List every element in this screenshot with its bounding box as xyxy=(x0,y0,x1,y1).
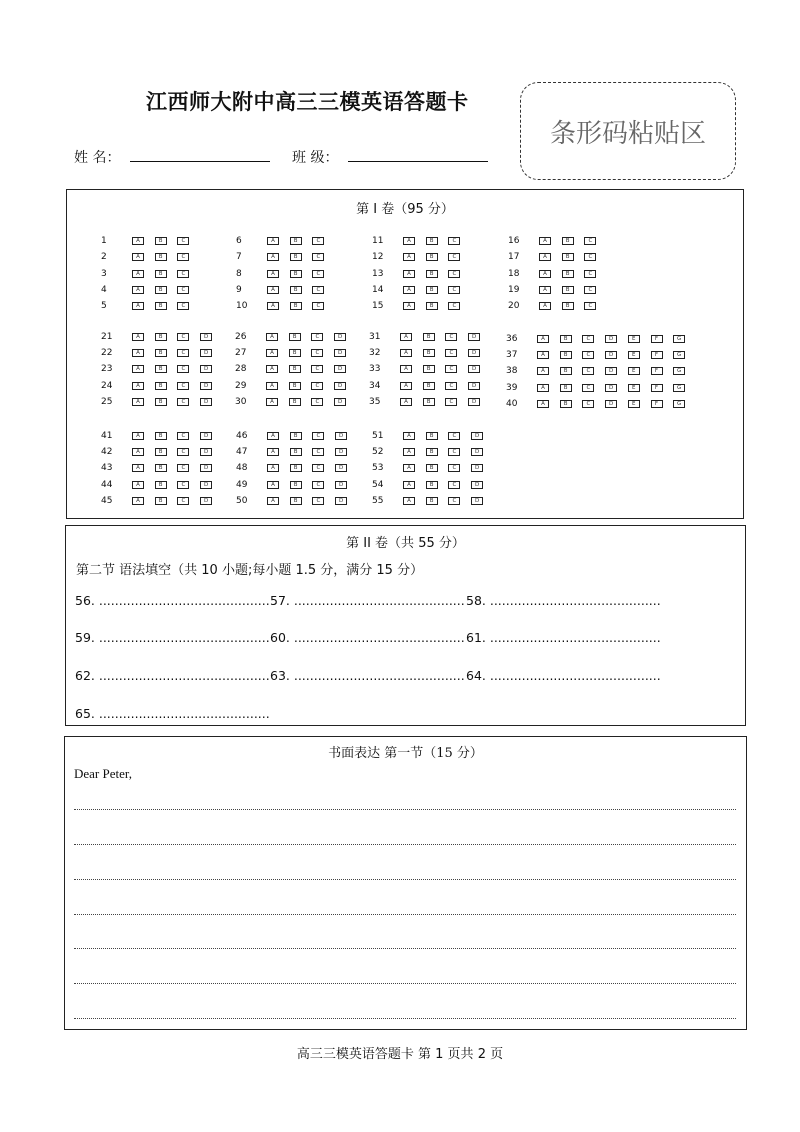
answer-bubble[interactable]: D xyxy=(200,398,212,406)
answer-bubble[interactable]: F xyxy=(651,384,663,392)
answer-bubble[interactable]: C xyxy=(448,237,460,245)
answer-bubble[interactable]: D xyxy=(335,464,347,472)
question-number: 54 xyxy=(372,479,384,490)
answer-bubble[interactable]: A xyxy=(132,237,144,245)
question-number: 35 xyxy=(369,396,381,407)
answer-bubble[interactable]: B xyxy=(426,448,438,456)
answer-bubble[interactable]: D xyxy=(335,481,347,489)
question-number: 2 xyxy=(101,252,107,263)
answer-bubble[interactable]: C xyxy=(584,286,596,294)
answer-bubble[interactable]: C xyxy=(312,481,324,489)
answer-bubble[interactable]: D xyxy=(200,432,212,440)
question-number: 8 xyxy=(236,268,242,279)
answer-bubble[interactable]: A xyxy=(539,302,551,310)
answer-bubble[interactable]: A xyxy=(132,286,144,294)
question-number: 24 xyxy=(101,380,113,391)
blank-58[interactable]: 58. ........................................... xyxy=(466,593,661,608)
answer-bubble[interactable]: B xyxy=(289,349,301,357)
answer-bubble[interactable]: G xyxy=(673,400,685,408)
question-number: 3 xyxy=(101,268,107,279)
answer-bubble[interactable]: B xyxy=(562,286,574,294)
answer-bubble[interactable]: B xyxy=(290,432,302,440)
answer-bubble[interactable]: A xyxy=(537,367,549,375)
answer-bubble[interactable]: A xyxy=(400,365,412,373)
answer-bubble[interactable]: C xyxy=(311,382,323,390)
answer-bubble[interactable]: C xyxy=(177,398,189,406)
question-number: 16 xyxy=(508,236,520,246)
answer-bubble[interactable]: B xyxy=(290,448,302,456)
answer-bubble[interactable]: B xyxy=(155,481,167,489)
answer-bubble[interactable]: C xyxy=(177,253,189,261)
question-number: 31 xyxy=(369,332,381,342)
question-number: 52 xyxy=(372,447,384,458)
question-number: 42 xyxy=(101,447,113,458)
answer-bubble[interactable]: A xyxy=(267,270,279,278)
answer-bubble[interactable]: B xyxy=(426,237,438,245)
answer-bubble[interactable]: D xyxy=(335,448,347,456)
answer-bubble[interactable]: D xyxy=(200,481,212,489)
class-label: 班 级： xyxy=(292,150,339,166)
barcode-label: 条形码粘贴区 xyxy=(549,118,706,149)
answer-bubble[interactable]: A xyxy=(403,464,415,472)
part2-title: 第 II 卷（共 55 分） xyxy=(346,536,465,551)
answer-bubble[interactable]: C xyxy=(177,481,189,489)
answer-bubble[interactable]: E xyxy=(628,367,640,375)
answer-bubble[interactable]: B xyxy=(290,270,302,278)
answer-bubble[interactable]: C xyxy=(584,237,596,245)
answer-bubble[interactable]: B xyxy=(290,497,302,505)
blank-62[interactable]: 62. ........................................... xyxy=(75,668,270,683)
question-number: 39 xyxy=(506,382,518,393)
answer-bubble[interactable]: B xyxy=(155,432,167,440)
answer-bubble[interactable]: A xyxy=(403,286,415,294)
answer-bubble[interactable]: A xyxy=(267,481,279,489)
answer-bubble[interactable]: A xyxy=(537,400,549,408)
answer-bubble[interactable]: C xyxy=(445,333,457,341)
blank-60[interactable]: 60. ........................................... xyxy=(270,630,465,645)
answer-bubble[interactable]: B xyxy=(155,398,167,406)
answer-bubble[interactable]: A xyxy=(132,448,144,456)
question-number: 12 xyxy=(372,252,384,263)
answer-bubble[interactable]: G xyxy=(673,367,685,375)
answer-bubble[interactable]: B xyxy=(155,349,167,357)
answer-bubble[interactable]: A xyxy=(132,302,144,310)
question-number: 34 xyxy=(369,380,381,391)
answer-bubble[interactable]: B xyxy=(426,302,438,310)
answer-bubble[interactable]: A xyxy=(267,253,279,261)
blank-64[interactable]: 64. ........................................... xyxy=(466,668,661,683)
blank-63[interactable]: 63. ........................................... xyxy=(270,668,465,683)
answer-bubble[interactable]: B xyxy=(426,497,438,505)
answer-bubble[interactable]: B xyxy=(423,382,435,390)
answer-bubble[interactable]: B xyxy=(155,237,167,245)
answer-bubble[interactable]: G xyxy=(673,335,685,343)
answer-bubble[interactable]: C xyxy=(177,333,189,341)
answer-bubble[interactable]: A xyxy=(266,365,278,373)
question-number: 26 xyxy=(235,332,247,342)
answer-bubble[interactable]: C xyxy=(177,448,189,456)
page-title: 江西师大附中高三三模英语答题卡 xyxy=(146,90,469,114)
blank-56[interactable]: 56. ........................................... xyxy=(75,593,270,608)
answer-bubble[interactable]: C xyxy=(582,400,594,408)
question-number: 5 xyxy=(101,301,107,312)
question-number: 10 xyxy=(236,301,248,312)
question-number: 19 xyxy=(508,284,520,295)
answer-bubble[interactable]: B xyxy=(290,464,302,472)
answer-bubble[interactable]: A xyxy=(132,349,144,357)
writing-line[interactable] xyxy=(74,1018,736,1019)
answer-bubble[interactable]: C xyxy=(448,253,460,261)
answer-bubble[interactable]: D xyxy=(200,497,212,505)
question-number: 36 xyxy=(506,334,518,344)
answer-bubble[interactable]: C xyxy=(312,432,324,440)
answer-bubble[interactable]: A xyxy=(267,464,279,472)
answer-bubble[interactable]: C xyxy=(445,365,457,373)
answer-bubble[interactable]: A xyxy=(400,349,412,357)
answer-bubble[interactable]: C xyxy=(312,448,324,456)
answer-bubble[interactable]: C xyxy=(448,432,460,440)
answer-bubble[interactable]: C xyxy=(177,270,189,278)
answer-bubble[interactable]: A xyxy=(403,481,415,489)
answer-bubble[interactable]: D xyxy=(471,432,483,440)
answer-bubble[interactable]: A xyxy=(132,382,144,390)
answer-bubble[interactable]: C xyxy=(311,333,323,341)
answer-bubble[interactable]: D xyxy=(471,497,483,505)
question-number: 27 xyxy=(235,348,247,359)
answer-bubble[interactable]: B xyxy=(423,398,435,406)
answer-bubble[interactable]: D xyxy=(605,384,617,392)
answer-bubble[interactable]: B xyxy=(426,270,438,278)
answer-bubble[interactable]: B xyxy=(423,333,435,341)
question-number: 41 xyxy=(101,431,113,441)
answer-bubble[interactable]: C xyxy=(177,302,189,310)
answer-bubble[interactable]: B xyxy=(560,384,572,392)
answer-bubble[interactable]: B xyxy=(155,333,167,341)
answer-bubble[interactable]: D xyxy=(605,367,617,375)
answer-bubble[interactable]: A xyxy=(132,464,144,472)
part2-section xyxy=(65,525,746,726)
answer-bubble[interactable]: B xyxy=(426,432,438,440)
answer-bubble[interactable]: F xyxy=(651,335,663,343)
answer-bubble[interactable]: F xyxy=(651,351,663,359)
answer-bubble[interactable]: C xyxy=(582,367,594,375)
answer-bubble[interactable]: A xyxy=(132,270,144,278)
answer-bubble[interactable]: B xyxy=(560,367,572,375)
answer-bubble[interactable]: A xyxy=(267,286,279,294)
answer-bubble[interactable]: C xyxy=(448,302,460,310)
answer-bubble[interactable]: B xyxy=(423,365,435,373)
writing-line[interactable] xyxy=(74,948,736,949)
answer-bubble[interactable]: B xyxy=(155,448,167,456)
answer-bubble[interactable]: A xyxy=(403,302,415,310)
answer-bubble[interactable]: A xyxy=(132,333,144,341)
answer-bubble[interactable]: B xyxy=(562,237,574,245)
question-number: 47 xyxy=(236,447,248,458)
answer-bubble[interactable]: A xyxy=(403,497,415,505)
answer-bubble[interactable]: B xyxy=(290,237,302,245)
answer-bubble[interactable]: C xyxy=(584,302,596,310)
answer-bubble[interactable]: B xyxy=(426,481,438,489)
answer-bubble[interactable]: B xyxy=(560,400,572,408)
answer-bubble[interactable]: A xyxy=(539,286,551,294)
answer-bubble[interactable]: A xyxy=(403,448,415,456)
answer-bubble[interactable]: C xyxy=(448,481,460,489)
question-number: 18 xyxy=(508,268,520,279)
question-number: 17 xyxy=(508,252,520,263)
answer-bubble[interactable]: C xyxy=(177,464,189,472)
answer-bubble[interactable]: A xyxy=(266,382,278,390)
answer-bubble[interactable]: C xyxy=(582,351,594,359)
answer-bubble[interactable]: G xyxy=(673,351,685,359)
writing-line[interactable] xyxy=(74,983,736,984)
answer-bubble[interactable]: B xyxy=(562,253,574,261)
answer-bubble[interactable]: D xyxy=(605,351,617,359)
answer-bubble[interactable]: D xyxy=(334,333,346,341)
answer-bubble[interactable]: C xyxy=(312,253,324,261)
blank-61[interactable]: 61. ........................................... xyxy=(466,630,661,645)
answer-bubble[interactable]: A xyxy=(266,349,278,357)
answer-bubble[interactable]: D xyxy=(605,400,617,408)
answer-bubble[interactable]: E xyxy=(628,400,640,408)
question-number: 30 xyxy=(235,396,247,407)
answer-bubble[interactable]: B xyxy=(155,253,167,261)
answer-bubble[interactable]: C xyxy=(177,349,189,357)
answer-bubble[interactable]: A xyxy=(267,237,279,245)
question-number: 9 xyxy=(236,284,242,295)
answer-bubble[interactable]: D xyxy=(471,481,483,489)
question-number: 40 xyxy=(506,398,518,409)
answer-bubble[interactable]: B xyxy=(290,481,302,489)
writing-section xyxy=(64,736,747,1030)
answer-bubble[interactable]: C xyxy=(312,270,324,278)
answer-bubble[interactable]: D xyxy=(468,349,480,357)
answer-bubble[interactable]: A xyxy=(267,432,279,440)
answer-bubble[interactable]: C xyxy=(177,497,189,505)
answer-bubble[interactable]: B xyxy=(155,270,167,278)
answer-bubble[interactable]: C xyxy=(311,365,323,373)
question-number: 21 xyxy=(101,332,113,342)
answer-bubble[interactable]: B xyxy=(290,302,302,310)
answer-bubble[interactable]: D xyxy=(468,382,480,390)
question-number: 29 xyxy=(235,380,247,391)
answer-bubble[interactable]: B xyxy=(155,497,167,505)
answer-bubble[interactable]: C xyxy=(312,464,324,472)
question-number: 33 xyxy=(369,364,381,375)
writing-line[interactable] xyxy=(74,914,736,915)
question-number: 44 xyxy=(101,479,113,490)
blank-57[interactable]: 57. ........................................... xyxy=(270,593,465,608)
answer-bubble[interactable]: C xyxy=(448,270,460,278)
question-number: 6 xyxy=(236,236,242,246)
answer-bubble[interactable]: B xyxy=(426,253,438,261)
answer-bubble[interactable]: C xyxy=(177,365,189,373)
answer-bubble[interactable]: B xyxy=(426,464,438,472)
answer-bubble[interactable]: A xyxy=(132,481,144,489)
question-number: 55 xyxy=(372,495,384,506)
question-number: 14 xyxy=(372,284,384,295)
answer-bubble[interactable]: C xyxy=(448,497,460,505)
question-number: 22 xyxy=(101,348,113,359)
answer-bubble[interactable]: B xyxy=(155,302,167,310)
answer-bubble[interactable]: A xyxy=(539,237,551,245)
question-number: 20 xyxy=(508,301,520,312)
answer-bubble[interactable]: A xyxy=(539,270,551,278)
answer-bubble[interactable]: C xyxy=(448,448,460,456)
question-number: 48 xyxy=(236,463,248,474)
answer-bubble[interactable]: B xyxy=(155,286,167,294)
answer-bubble[interactable]: A xyxy=(403,253,415,261)
answer-bubble[interactable]: A xyxy=(267,302,279,310)
answer-bubble[interactable]: D xyxy=(200,349,212,357)
answer-bubble[interactable]: E xyxy=(628,335,640,343)
answer-bubble[interactable]: D xyxy=(471,448,483,456)
answer-bubble[interactable]: A xyxy=(400,382,412,390)
question-number: 46 xyxy=(236,431,248,441)
answer-bubble[interactable]: D xyxy=(200,382,212,390)
answer-bubble[interactable]: A xyxy=(537,351,549,359)
answer-bubble[interactable]: D xyxy=(471,464,483,472)
answer-bubble[interactable]: C xyxy=(177,382,189,390)
question-number: 7 xyxy=(236,252,242,263)
question-number: 1 xyxy=(101,236,107,246)
question-number: 38 xyxy=(506,366,518,377)
answer-bubble[interactable]: C xyxy=(177,286,189,294)
answer-bubble[interactable]: D xyxy=(334,365,346,373)
answer-bubble[interactable]: B xyxy=(426,286,438,294)
answer-bubble[interactable]: A xyxy=(403,432,415,440)
answer-bubble[interactable]: B xyxy=(289,365,301,373)
question-number: 23 xyxy=(101,364,113,375)
answer-bubble[interactable]: D xyxy=(200,333,212,341)
question-number: 37 xyxy=(506,350,518,361)
answer-bubble[interactable]: C xyxy=(311,398,323,406)
answer-bubble[interactable]: A xyxy=(267,497,279,505)
answer-bubble[interactable]: C xyxy=(445,398,457,406)
question-number: 4 xyxy=(101,284,107,295)
part2-subtitle: 第二节 语法填空（共 10 小题;每小题 1.5 分，满分 15 分） xyxy=(76,563,424,578)
salutation: Dear Peter, xyxy=(74,766,132,781)
answer-bubble[interactable]: C xyxy=(582,335,594,343)
question-number: 45 xyxy=(101,495,113,506)
answer-bubble[interactable]: C xyxy=(584,253,596,261)
answer-bubble[interactable]: F xyxy=(651,367,663,375)
answer-bubble[interactable]: D xyxy=(335,497,347,505)
answer-bubble[interactable]: A xyxy=(403,237,415,245)
answer-bubble[interactable]: B xyxy=(289,382,301,390)
answer-bubble[interactable]: C xyxy=(312,286,324,294)
answer-bubble[interactable]: B xyxy=(290,253,302,261)
answer-bubble[interactable]: B xyxy=(560,351,572,359)
answer-bubble[interactable]: A xyxy=(132,365,144,373)
answer-bubble[interactable]: C xyxy=(311,349,323,357)
writing-line[interactable] xyxy=(74,844,736,845)
answer-bubble[interactable]: C xyxy=(312,302,324,310)
answer-bubble[interactable]: A xyxy=(400,333,412,341)
answer-bubble[interactable]: D xyxy=(468,365,480,373)
answer-bubble[interactable]: D xyxy=(468,333,480,341)
answer-bubble[interactable]: C xyxy=(448,286,460,294)
answer-bubble[interactable]: A xyxy=(132,398,144,406)
answer-bubble[interactable]: E xyxy=(628,384,640,392)
answer-bubble[interactable]: G xyxy=(673,384,685,392)
answer-bubble[interactable]: A xyxy=(267,448,279,456)
answer-bubble[interactable]: B xyxy=(289,333,301,341)
answer-bubble[interactable]: A xyxy=(132,497,144,505)
answer-bubble[interactable]: C xyxy=(177,432,189,440)
name-label: 姓 名： xyxy=(74,150,121,166)
blank-65[interactable]: 65. ........................................... xyxy=(75,706,270,721)
question-number: 49 xyxy=(236,479,248,490)
answer-bubble[interactable]: A xyxy=(537,335,549,343)
question-number: 11 xyxy=(372,236,384,246)
writing-title: 书面表达 第一节（15 分） xyxy=(328,746,483,761)
answer-bubble[interactable]: D xyxy=(335,432,347,440)
answer-bubble[interactable]: A xyxy=(537,384,549,392)
answer-bubble[interactable]: C xyxy=(312,237,324,245)
answer-bubble[interactable]: A xyxy=(400,398,412,406)
answer-bubble[interactable]: B xyxy=(290,286,302,294)
answer-bubble[interactable]: B xyxy=(560,335,572,343)
answer-bubble[interactable]: B xyxy=(423,349,435,357)
question-number: 53 xyxy=(372,463,384,474)
part1-title: 第 I 卷（95 分） xyxy=(356,202,454,217)
answer-bubble[interactable]: F xyxy=(651,400,663,408)
answer-bubble[interactable]: C xyxy=(177,237,189,245)
answer-bubble[interactable]: D xyxy=(200,448,212,456)
answer-bubble[interactable]: A xyxy=(403,270,415,278)
page-footer: 高三三模英语答题卡 第 1 页共 2 页 xyxy=(296,1047,504,1062)
question-number: 25 xyxy=(101,396,113,407)
answer-bubble[interactable]: D xyxy=(605,335,617,343)
answer-bubble[interactable]: B xyxy=(562,302,574,310)
answer-bubble[interactable]: C xyxy=(582,384,594,392)
answer-bubble[interactable]: A xyxy=(132,432,144,440)
answer-bubble[interactable]: A xyxy=(539,253,551,261)
question-number: 50 xyxy=(236,495,248,506)
answer-bubble[interactable]: C xyxy=(445,349,457,357)
answer-bubble[interactable]: A xyxy=(132,253,144,261)
answer-bubble[interactable]: A xyxy=(266,333,278,341)
answer-bubble[interactable]: B xyxy=(155,382,167,390)
blank-59[interactable]: 59. ........................................... xyxy=(75,630,270,645)
answer-bubble[interactable]: E xyxy=(628,351,640,359)
answer-bubble[interactable]: B xyxy=(155,464,167,472)
answer-bubble[interactable]: D xyxy=(200,365,212,373)
answer-bubble[interactable]: B xyxy=(562,270,574,278)
answer-bubble[interactable]: A xyxy=(266,398,278,406)
writing-line[interactable] xyxy=(74,809,736,810)
answer-bubble[interactable]: D xyxy=(334,349,346,357)
answer-bubble[interactable]: C xyxy=(445,382,457,390)
answer-bubble[interactable]: D xyxy=(334,382,346,390)
answer-bubble[interactable]: C xyxy=(584,270,596,278)
answer-bubble[interactable]: B xyxy=(289,398,301,406)
answer-bubble[interactable]: D xyxy=(468,398,480,406)
question-number: 51 xyxy=(372,431,384,441)
answer-bubble[interactable]: C xyxy=(312,497,324,505)
question-number: 15 xyxy=(372,301,384,312)
question-number: 13 xyxy=(372,268,384,279)
answer-bubble[interactable]: C xyxy=(448,464,460,472)
question-number: 43 xyxy=(101,463,113,474)
question-number: 32 xyxy=(369,348,381,359)
answer-bubble[interactable]: B xyxy=(155,365,167,373)
answer-bubble[interactable]: D xyxy=(200,464,212,472)
answer-bubble[interactable]: D xyxy=(334,398,346,406)
writing-line[interactable] xyxy=(74,879,736,880)
question-number: 28 xyxy=(235,364,247,375)
